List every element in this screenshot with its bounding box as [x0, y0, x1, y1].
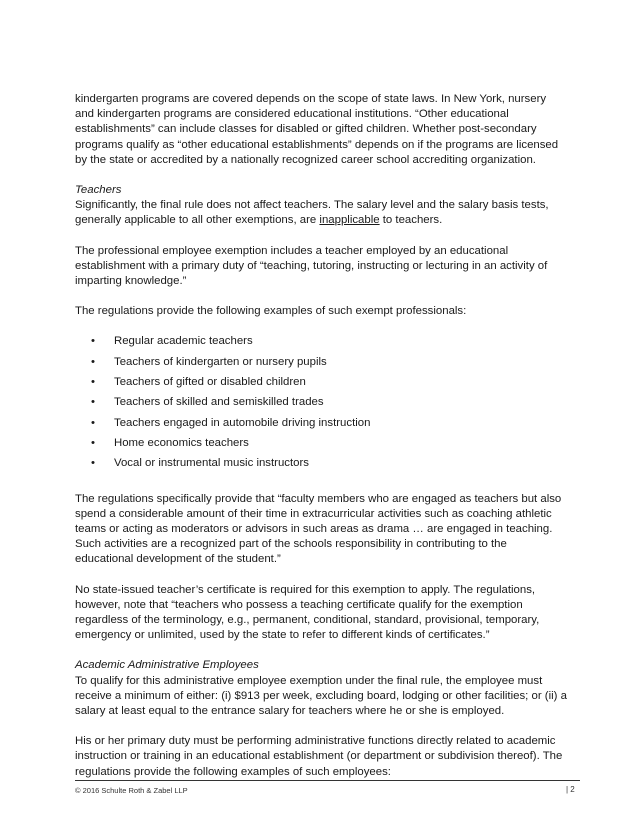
bullet-icon: • [91, 416, 95, 429]
document-body [75, 92, 567, 795]
list-item [75, 355, 567, 375]
paragraph-text: Significantly, the final rule does not affect teachers. The salary level and the salary basis tests, generally applicable to all other exemptions, are [75, 199, 549, 227]
list-item [75, 436, 567, 456]
bullet-icon: • [91, 335, 95, 348]
bullet-icon: • [91, 396, 95, 409]
exempt-professionals-list [75, 334, 567, 476]
paragraph-admin-primary-duty: His or her primary duty must be performing administrative functions directly related to academic instruction or training in an educational establishment (or department or subdivision thereof). The regulations provide the following examples of such employees: [75, 735, 563, 778]
list-item-text: Teachers engaged in automobile driving instruction [114, 416, 371, 429]
list-item-text: Teachers of skilled and semiskilled trades [114, 396, 324, 409]
footer-divider [75, 780, 580, 781]
paragraph-professional-exemption: The professional employee exemption includes a teacher employed by an educational establishment with a primary duty of “teaching, tutoring, instructing or lecturing in an activity of imparting knowledge.” [75, 244, 548, 288]
list-item [75, 395, 567, 415]
list-item [75, 334, 567, 354]
paragraph-examples-intro: The regulations provide the following examples of such exempt professionals: [75, 305, 467, 318]
list-item [75, 456, 567, 476]
paragraph-admin-salary: To qualify for this administrative employee exemption under the final rule, the employee must receive a minimum of either: (i) $913 per week, excluding board, lodging or other facilities; or (ii) a salary at least equal to the entrance salary for teachers where he or she is employed. [75, 674, 567, 717]
paragraph-final-rule-teachers [75, 198, 567, 228]
footer-copyright: © 2016 Schulte Roth & Zabel LLP [75, 786, 188, 795]
bullet-icon: • [91, 436, 95, 449]
list-item-text: Teachers of gifted or disabled children [114, 376, 306, 389]
paragraph-educational-establishments: kindergarten programs are covered depends on the scope of state laws. In New York, nursery and kindergarten programs are considered educational institutions. “Other educational establishments” can include classes for disabled or gifted children. Whether post-secondary programs qualify as “other educational establishments” depends on if the programs are licensed by the state or accredited by a nationally recognized career school accrediting organization. [75, 93, 559, 166]
list-item-text: Regular academic teachers [114, 335, 253, 348]
list-item-text: Vocal or instrumental music instructors [114, 457, 309, 470]
paragraph-faculty-extracurricular: The regulations specifically provide that “faculty members who are engaged as teachers but also spend a considerable amount of their time in extracurricular activities such as coaching athletic teams or acting as moderators or advisors in such areas as drama … are engaged in teaching. Such activities are a recognized part of the schools responsibility in contributing to the educational development of the student.” [75, 492, 562, 566]
paragraph-text: to teachers. [379, 214, 443, 227]
list-item [75, 416, 567, 436]
heading-academic-administrative: Academic Administrative Employees [75, 659, 259, 672]
page-number: | 2 [566, 785, 575, 794]
list-item [75, 375, 567, 395]
list-item-text: Teachers of kindergarten or nursery pupils [114, 355, 327, 368]
bullet-icon: • [91, 457, 95, 470]
heading-teachers: Teachers [75, 184, 122, 197]
underlined-word: inapplicable [319, 214, 380, 227]
list-item-text: Home economics teachers [114, 436, 249, 449]
bullet-icon: • [91, 355, 95, 368]
bullet-icon: • [91, 376, 95, 389]
paragraph-teaching-certificate: No state-issued teacher’s certificate is required for this exemption to apply. The regulations, however, note that “teachers who possess a teaching certificate qualify for the exemption regardless of the terminology, e.g., permanent, conditional, standard, provisional, temporary, emergency or unlimited, used by the state to refer to different kinds of certificates.” [75, 583, 540, 642]
